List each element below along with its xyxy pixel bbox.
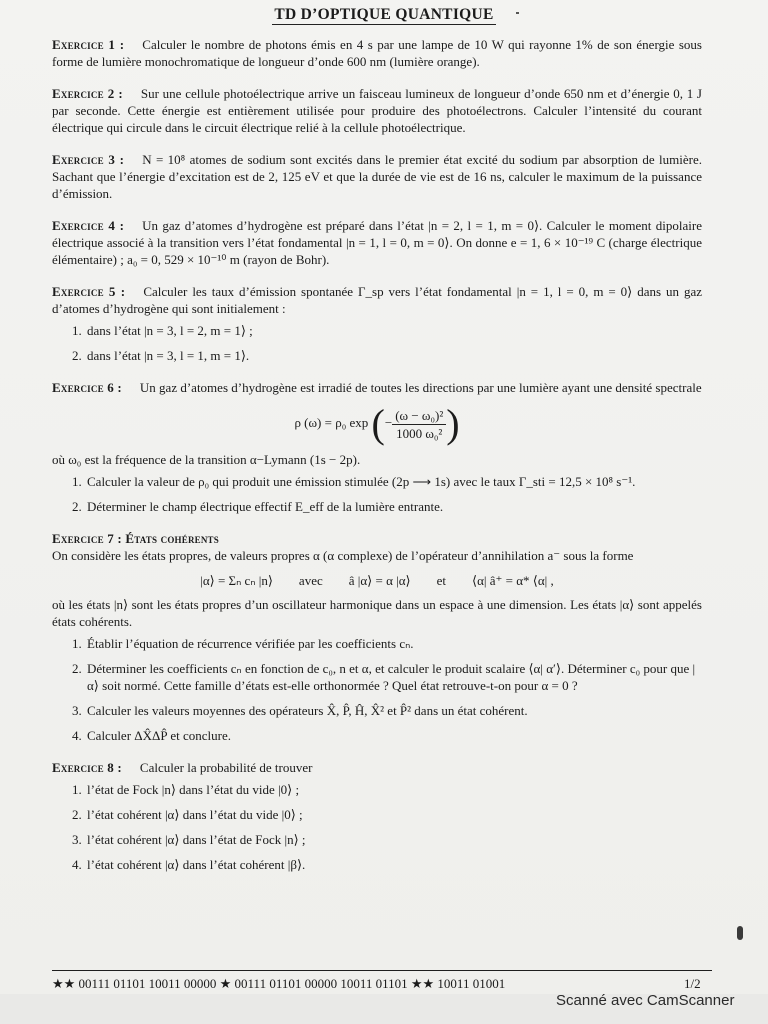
equation-fraction (392, 407, 446, 442)
list-item: 3. Calculer les valeurs moyennes des opérateurs X̂, P̂, Ĥ, X̂² et P̂² dans un état cohérent. (85, 702, 702, 719)
exercise-4 (52, 217, 702, 268)
exercise-heading: Exercice 6 : (52, 380, 122, 395)
equation-numerator: (ω − ω₀)² (392, 407, 446, 425)
exercise-heading: Exercice 2 : (52, 86, 123, 101)
question-list (52, 473, 702, 515)
scan-shadow (737, 926, 743, 940)
exercise-heading: Exercice 8 : (52, 760, 122, 775)
equation-left: ρ (ω) = ρ₀ exp (294, 414, 369, 430)
spectral-density-equation: ρ (ω) = ρ₀ exp (− $\frac{\text{(ω − ω₀)²}}{\text{1000 ω₀²}}$ ) (294, 401, 460, 446)
exercise-text: Sur une cellule photoélectrique arrive un faisceau lumineux de longueur d’onde 650 nm et d’énergie 0, 1 J par seconde. Cette énergie est entièrement utilisée pour produire des photoélectrons. Calculer l’intensité du courant électrique qui circule dans le circuit électrique relié à la cellule photoélectrique. (52, 86, 702, 135)
exercise-text: Un gaz d’atomes d’hydrogène est irradié de toutes les directions par une lumière ayant une densité spectrale (139, 380, 702, 395)
list-item: 3. l’état cohérent |α⟩ dans l’état de Fock |n⟩ ; (85, 831, 702, 848)
list-item: 2. Déterminer le champ électrique effectif E_eff de la lumière entrante. (85, 498, 702, 515)
exercise-text: Calculer la probabilité de trouver (139, 760, 313, 775)
exercise-6 (52, 379, 702, 515)
list-item: 1. dans l’état |n = 3, l = 2, m = 1⟩ ; (85, 322, 702, 339)
list-item: 2. dans l’état |n = 3, l = 1, m = 1⟩. (85, 347, 702, 364)
exercise-2 (52, 85, 702, 136)
question-list (52, 322, 702, 364)
exercise-heading: Exercice 3 : (52, 152, 125, 167)
exercise-5 (52, 283, 702, 364)
list-item: 1. Établir l’équation de récurrence vérifiée par les coefficients cₙ. (85, 635, 702, 652)
list-item: 2. Déterminer les coefficients cₙ en fonction de c₀, n et α, et calculer le produit scalaire ⟨α| α′⟩. Déterminer c₀ pour que |α⟩ soit normé. Cette famille d’états est-elle orthonormée ? Quel état retrouve-t-on pour α = 0 ? (85, 660, 702, 694)
exercise-text-after: où les états |n⟩ sont les états propres d’un oscillateur harmonique dans un espace à une dimension. Les états |α⟩ sont appelés états cohérents. (52, 597, 702, 629)
list-item: 4. l’état cohérent |α⟩ dans l’état cohérent |β⟩. (85, 856, 702, 873)
exercise-text: On considère les états propres, de valeurs propres α (α complexe) de l’opérateur d’annihilation a⁻ sous la forme (52, 548, 634, 563)
footer-code: ★★ 00111 01101 10011 00000 ★ 00111 01101 00000 10011 01101 ★★ 10011 01001 (52, 976, 506, 991)
exercise-text: Calculer le nombre de photons émis en 4 s par une lampe de 10 W qui rayonne 1% de son énergie sous forme de lumière monochromatique de longueur d’onde 600 nm (lumière orange). (52, 37, 702, 69)
exercise-1 (52, 36, 702, 70)
exercise-list (52, 36, 702, 888)
exercise-text: N = 10⁸ atomes de sodium sont excités dans le premier état excité du sodium par absorption de lumière. Sachant que l’énergie d’excitation est de 2, 125 eV et que la durée de vie est de 16 ns, calculer le maximum de la puissance d’émission. (52, 152, 702, 201)
exercise-text-after: où ω₀ est la fréquence de la transition α−Lymann (1s − 2p). (52, 452, 361, 467)
page-title: TD D’OPTIQUE QUANTIQUE (274, 6, 494, 23)
exercise-heading: Exercice 5 : (52, 284, 126, 299)
camscanner-watermark: Scanné avec CamScanner (556, 992, 735, 1009)
exercise-heading: Exercice 7 : États cohérents (52, 531, 219, 546)
coherent-state-equation: |α⟩ = Σₙ cₙ |n⟩ avec â |α⟩ = α |α⟩ et ⟨α| â⁺ = α* ⟨α| , (200, 573, 554, 588)
list-item: 1. Calculer la valeur de ρ₀ qui produit une émission stimulée (2p ⟶ 1s) avec le taux Γ_sti = 12,5 × 10⁸ s⁻¹. (85, 473, 702, 490)
list-item: 4. Calculer ΔX̂ΔP̂ et conclure. (85, 727, 702, 744)
exercise-3 (52, 151, 702, 202)
question-list (52, 781, 702, 873)
page-number: 1/2 (684, 976, 701, 991)
footer-divider (52, 970, 712, 971)
exercise-7 (52, 530, 702, 744)
list-item: 2. l’état cohérent |α⟩ dans l’état du vide |0⟩ ; (85, 806, 702, 823)
exercise-8 (52, 759, 702, 873)
question-list (52, 635, 702, 744)
exercise-heading: Exercice 1 : (52, 37, 125, 52)
exercise-heading: Exercice 4 : (52, 218, 125, 233)
exercise-text: Un gaz d’atomes d’hydrogène est préparé dans l’état |n = 2, l = 1, m = 0⟩. Calculer le moment dipolaire électrique associé à la transition vers l’état fondamental |n = 1, l = 0, m = 0⟩. On donne e = 1, 6 × 10⁻¹⁹ C (charge électrique élémentaire) ; a₀ = 0, 529 × 10⁻¹⁰ m (rayon de Bohr). (52, 218, 702, 267)
equation-denominator: 1000 ω₀² (396, 425, 443, 441)
list-item: 1. l’état de Fock |n⟩ dans l’état du vide |0⟩ ; (85, 781, 702, 798)
exercise-text: Calculer les taux d’émission spontanée Γ_sp vers l’état fondamental |n = 1, l = 0, m = 0⟩ dans un gaz d’atomes d’hydrogène qui sont initialement : (52, 284, 702, 316)
